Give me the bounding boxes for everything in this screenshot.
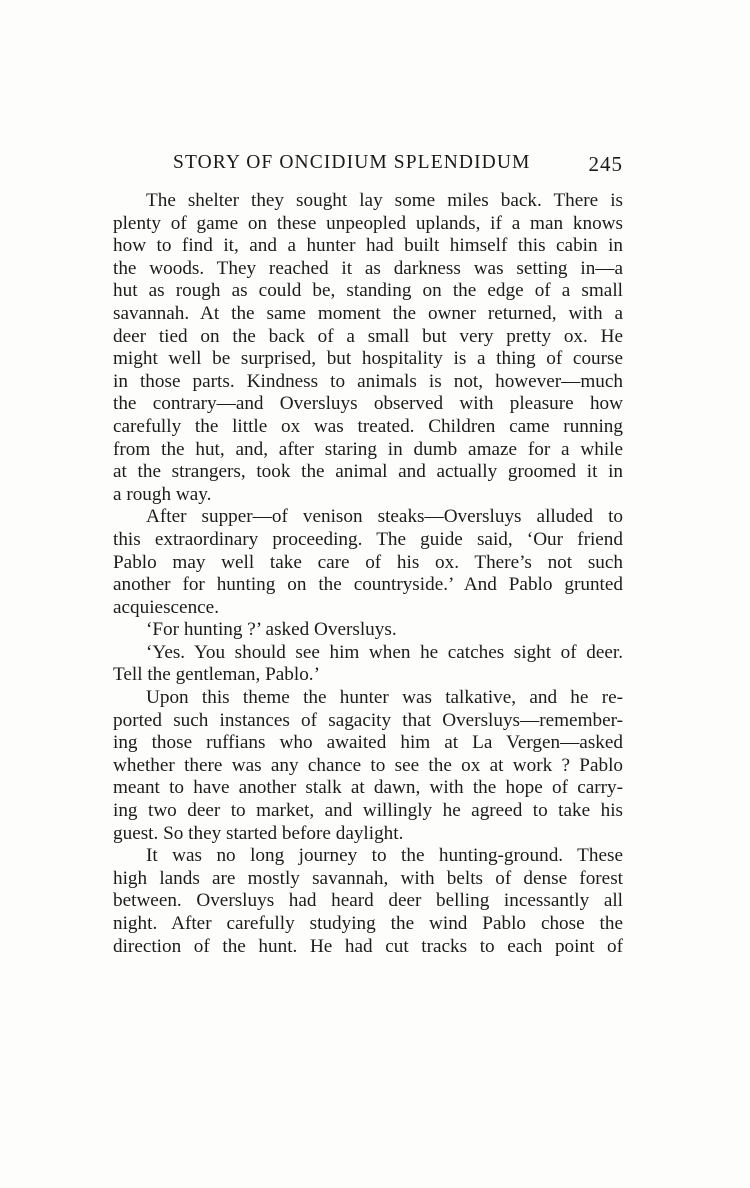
text-line: Upon this theme the hunter was talkative, and he re- <box>146 687 623 709</box>
text-line: It was no long journey to the hunting-ground. These <box>146 845 623 867</box>
text-line: ‘Yes. You should see him when he catches sight of deer. <box>146 641 623 663</box>
text-line: acquiescence. <box>113 596 219 618</box>
text-line: carefully the little ox was treated. Children came running <box>113 415 623 437</box>
text-line: from the hut, and, after staring in dumb amaze for a while <box>113 438 623 460</box>
text-line: deer tied on the back of a small but very pretty ox. He <box>113 325 623 347</box>
text-line: another for hunting on the countryside.’ And Pablo grunted <box>113 574 623 596</box>
text-line: ported such instances of sagacity that Oversluys—remember- <box>113 709 623 731</box>
text-line: meant to have another stalk at dawn, with the hope of carry- <box>113 777 623 799</box>
page-header <box>113 152 623 182</box>
text-line: high lands are mostly savannah, with belts of dense forest <box>113 867 623 889</box>
text-line: direction of the hunt. He had cut tracks to each point of <box>113 935 623 957</box>
text-line: the woods. They reached it as darkness was setting in—a <box>113 257 623 279</box>
body-text <box>113 190 623 958</box>
text-line: at the strangers, took the animal and actually groomed it in <box>113 461 623 483</box>
text-line: the contrary—and Oversluys observed with pleasure how <box>113 393 623 415</box>
text-line: ing those ruffians who awaited him at La Vergen—asked <box>113 732 623 754</box>
text-line: hut as rough as could be, standing on the edge of a small <box>113 280 623 302</box>
text-line: Pablo may well take care of his ox. There’s not such <box>113 551 623 573</box>
text-line: might well be surprised, but hospitality is a thing of course <box>113 348 623 370</box>
text-line: this extraordinary proceeding. The guide said, ‘Our friend <box>113 528 623 550</box>
text-line: guest. So they started before daylight. <box>113 822 404 844</box>
text-line: in those parts. Kindness to animals is not, however—much <box>113 370 623 392</box>
text-line: night. After carefully studying the wind Pablo chose the <box>113 913 623 934</box>
page-number: 245 <box>588 152 623 176</box>
text-line: ing two deer to market, and willingly he agreed to take his <box>113 800 623 822</box>
text-line: savannah. At the same moment the owner returned, with a <box>113 302 623 324</box>
text-line: ‘For hunting ?’ asked Oversluys. <box>146 619 397 641</box>
running-title: STORY OF ONCIDIUM SPLENDIDUM <box>173 152 531 173</box>
text-line: between. Oversluys had heard deer belling incessantly all <box>113 890 623 912</box>
text-line: Tell the gentleman, Pablo.’ <box>113 664 320 686</box>
text-line: how to find it, and a hunter had built himself this cabin in <box>113 235 623 257</box>
text-line: whether there was any chance to see the ox at work ? Pablo <box>113 754 623 776</box>
text-line: The shelter they sought lay some miles back. There is <box>146 190 623 211</box>
text-line: After supper—of venison steaks—Oversluys alluded to <box>146 506 623 528</box>
text-line: a rough way. <box>113 483 212 505</box>
text-line: plenty of game on these unpeopled uplands, if a man knows <box>113 212 623 234</box>
